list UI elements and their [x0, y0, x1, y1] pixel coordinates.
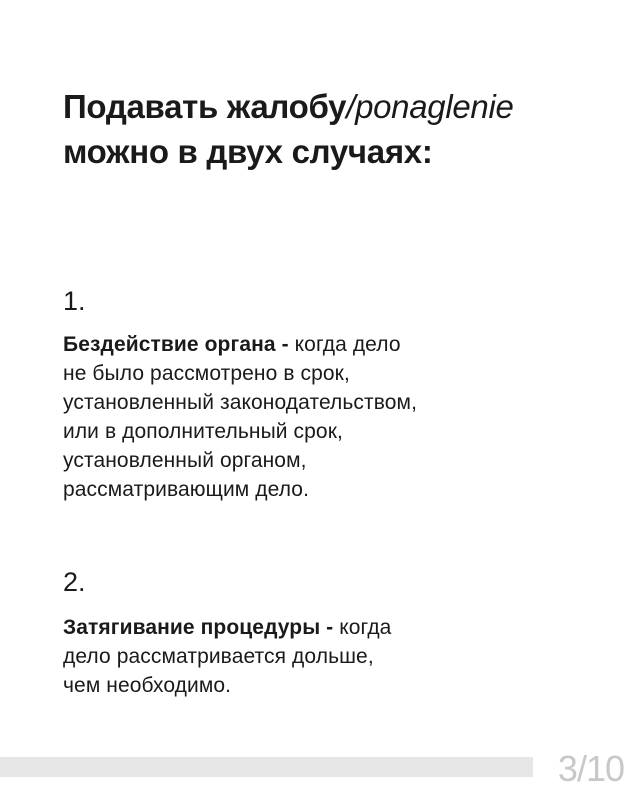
page-title	[63, 84, 623, 174]
item-line: дело рассматривается дольше,	[63, 645, 374, 668]
title-line2: можно в двух случаях:	[63, 133, 433, 170]
item-line: установленный органом,	[63, 449, 307, 472]
title-italic: /ponaglenie	[346, 88, 514, 125]
item-line: чем необходимо.	[63, 674, 232, 697]
page-counter: 3/10	[557, 748, 624, 789]
item-line: установленный законодательством,	[63, 391, 418, 414]
item-line: когда	[339, 616, 392, 639]
item-number-2: 2.	[63, 567, 86, 597]
title-bold: Подавать жалобу	[63, 88, 347, 125]
item-line: рассматривающим дело.	[63, 478, 310, 501]
item-text-1	[63, 330, 543, 504]
item-title-2: Затягивание процедуры -	[63, 616, 334, 639]
item-number-1: 1.	[63, 286, 86, 316]
item-text-2	[63, 613, 543, 700]
item-line: не было рассмотрено в срок,	[63, 362, 350, 385]
item-title-1: Бездействие органа -	[63, 333, 289, 356]
progress-fill	[0, 757, 160, 777]
item-line: когда дело	[294, 333, 401, 356]
progress-bar	[0, 757, 533, 777]
item-line: или в дополнительный срок,	[63, 420, 343, 443]
